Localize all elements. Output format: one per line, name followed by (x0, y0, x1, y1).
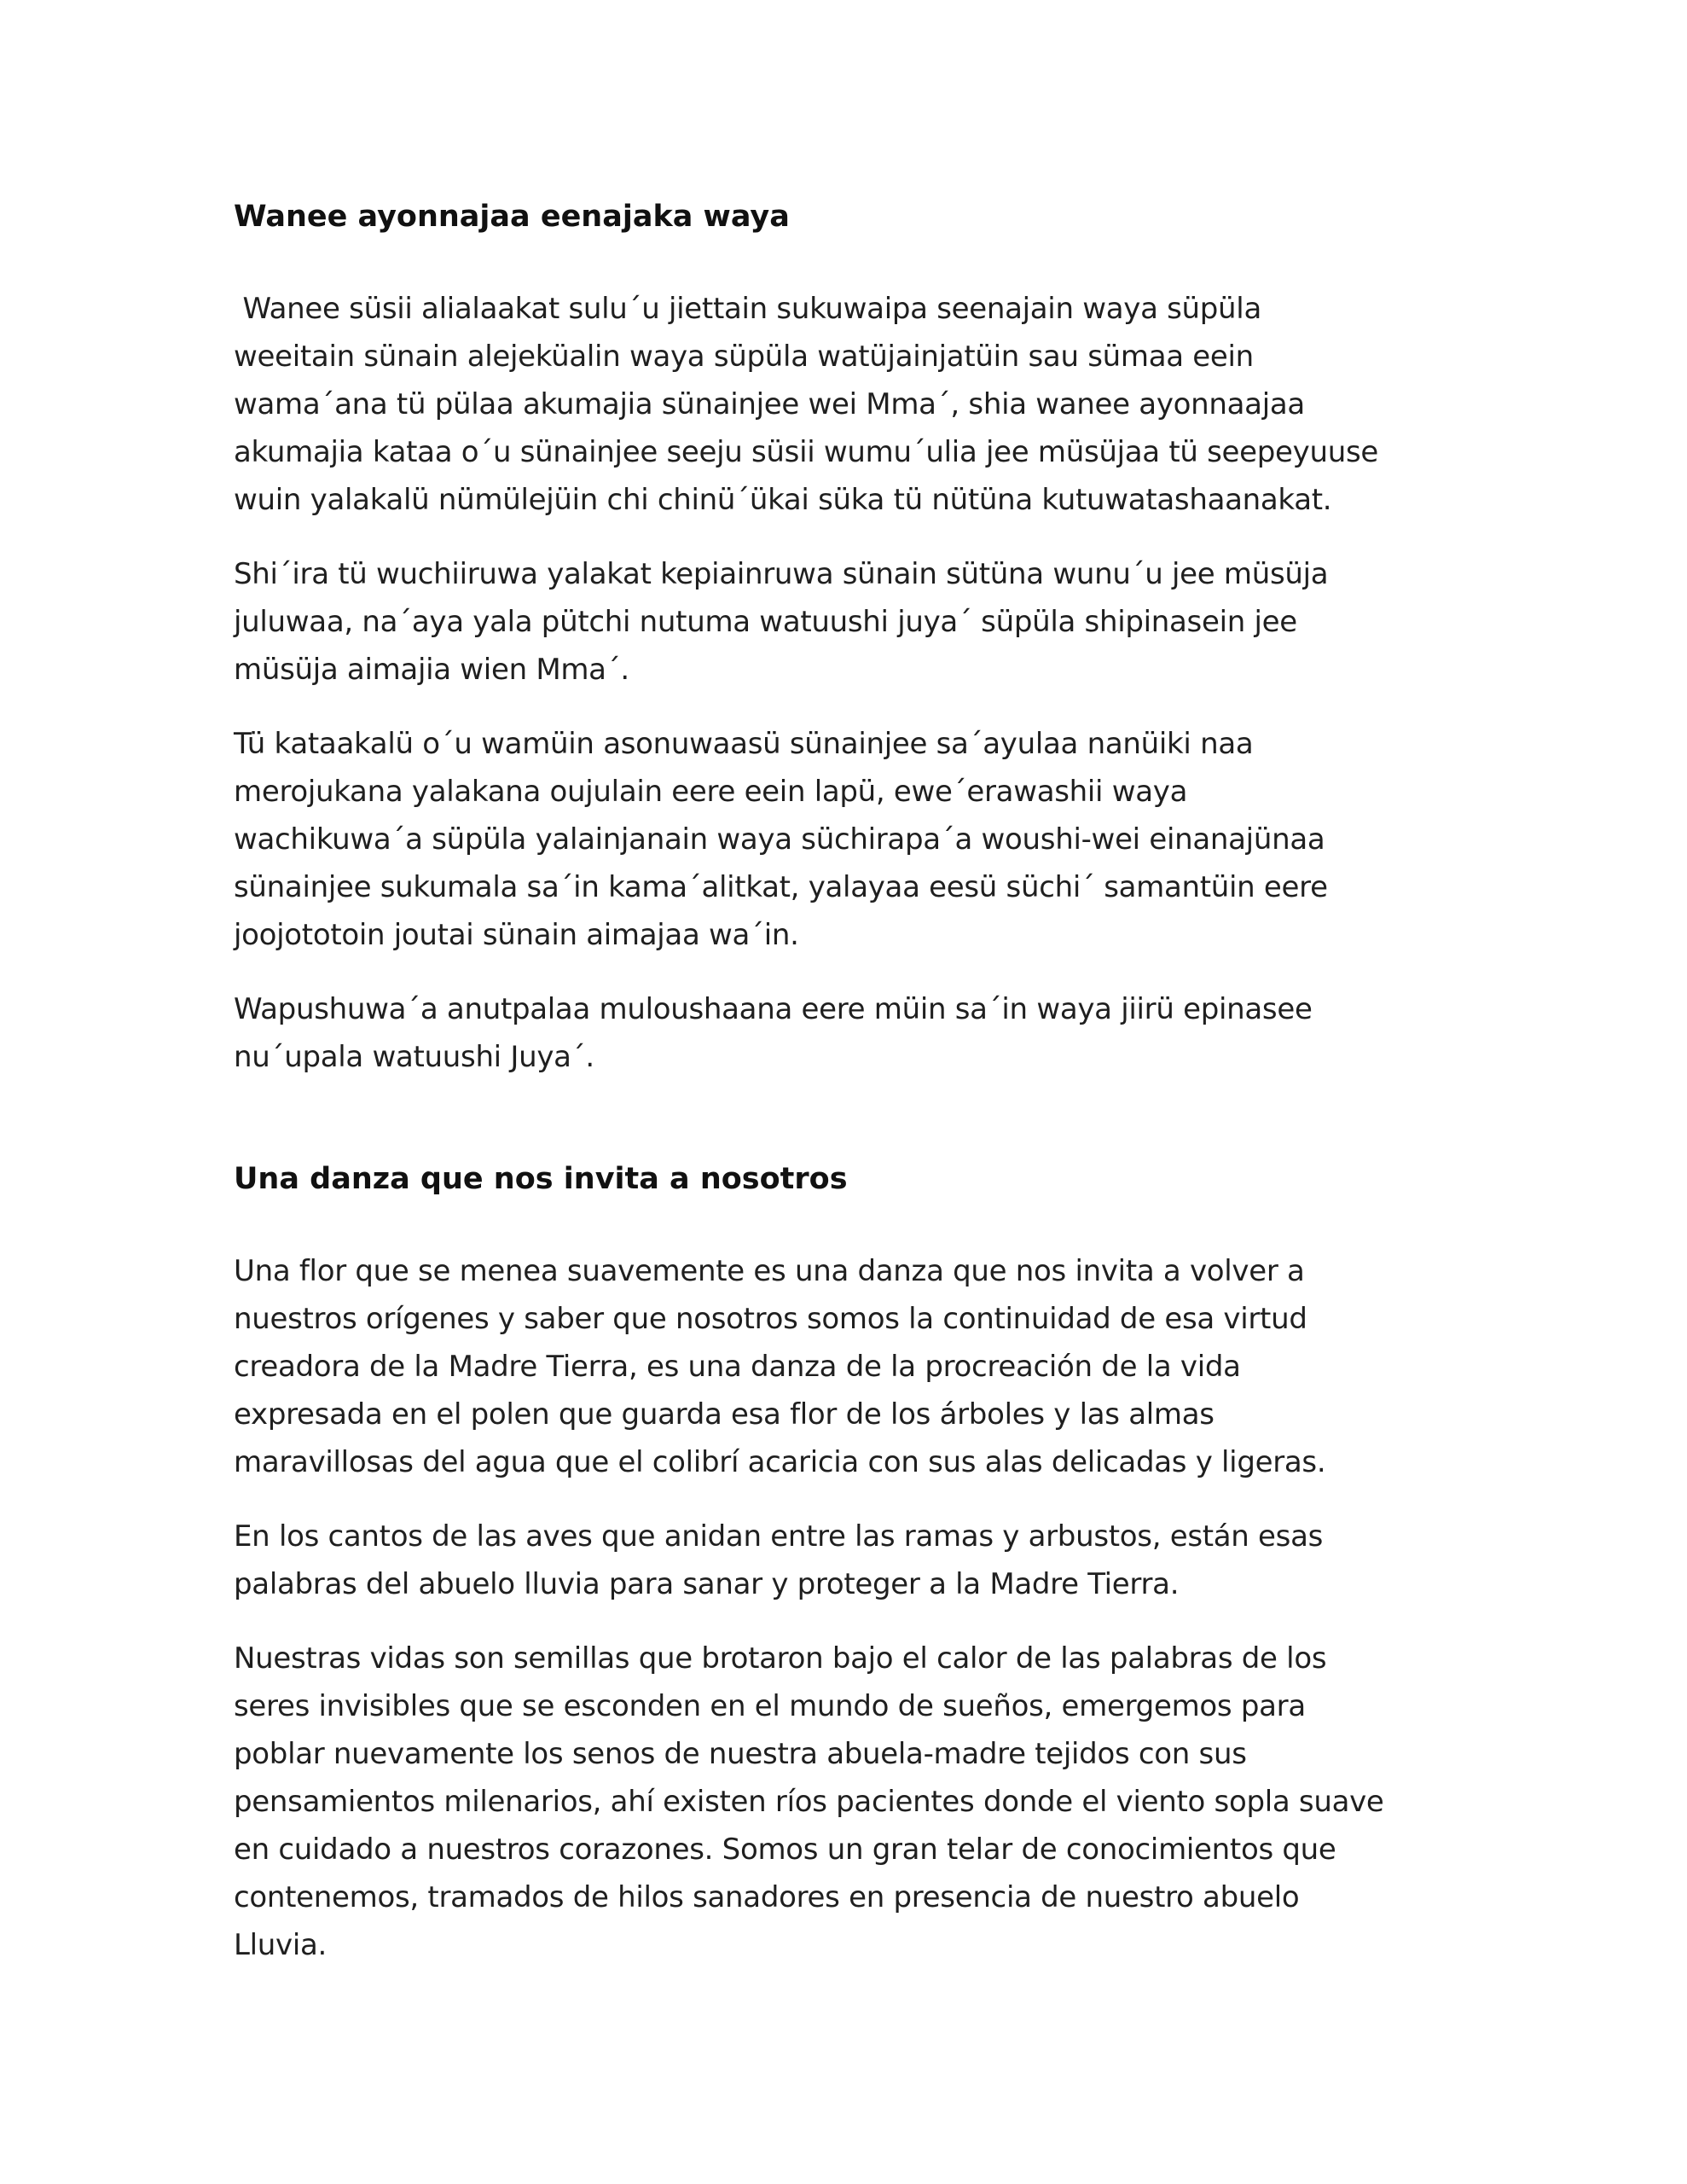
text-line: Wanee süsii alialaakat sulu´u jiettain sukuwaipa seenajain waya süpüla (234, 292, 1261, 326)
text-line: akumajia kataa o´u sünainjee seeju süsii wumu´ulia jee müsüjaa tü seepeyuuse (234, 435, 1379, 469)
text-line: nu´upala watuushi Juya´. (234, 1040, 594, 1074)
paragraph (234, 1513, 1462, 1608)
paragraph (234, 285, 1462, 524)
text-line: juluwaa, na´aya yala pütchi nutuma watuushi juya´ süpüla shipinasein jee (234, 605, 1297, 639)
paragraph (234, 550, 1462, 694)
text-line: seres invisibles que se esconden en el mundo de sueños, emergemos para (234, 1689, 1306, 1723)
text-line: poblar nuevamente los senos de nuestra abuela-madre tejidos con sus (234, 1737, 1247, 1771)
text-line: müsüja aimajia wien Mma´. (234, 653, 629, 687)
paragraph (234, 720, 1462, 959)
text-line: wama´ana tü pülaa akumajia sünainjee wei Mma´, shia wanee ayonnaajaa (234, 387, 1305, 421)
text-line: nuestros orígenes y saber que nosotros somos la continuidad de esa virtud (234, 1302, 1307, 1336)
text-line: palabras del abuelo lluvia para sanar y proteger a la Madre Tierra. (234, 1567, 1180, 1601)
text-line: merojukana yalakana oujulain eere eein lapü, ewe´erawashii waya (234, 775, 1188, 809)
text-line: Wapushuwa´a anutpalaa muloushaana eere müin sa´in waya jiirü epinasee (234, 992, 1313, 1026)
text-line: Lluvia. (234, 1928, 328, 1962)
text-line: wachikuwa´a süpüla yalainjanain waya süchirapa´a woushi-wei einanajünaa (234, 822, 1325, 857)
text-line: Shi´ira tü wuchiiruwa yalakat kepiainruwa sünain sütüna wunu´u jee müsüja (234, 557, 1329, 591)
text-line: Nuestras vidas son semillas que brotaron bajo el calor de las palabras de los (234, 1641, 1327, 1676)
text-line: expresada en el polen que guarda esa flor de los árboles y las almas (234, 1397, 1215, 1432)
text-line: en cuidado a nuestros corazones. Somos un gran telar de conocimientos que (234, 1833, 1336, 1867)
text-line: weeitain sünain alejeküalin waya süpüla watüjainjatüin sau sümaa eein (234, 340, 1254, 374)
section-wayuunaiki (234, 193, 1462, 1081)
section-heading: Wanee ayonnajaa eenajaka waya (234, 200, 790, 234)
text-line: Tü kataakalü o´u wamüin asonuwaasü sünainjee sa´ayulaa nanüiki naa (234, 727, 1254, 761)
text-line: En los cantos de las aves que anidan entre las ramas y arbustos, están esas (234, 1519, 1324, 1554)
text-line: pensamientos milenarios, ahí existen ríos pacientes donde el viento sopla suave (234, 1785, 1384, 1819)
text-line: creadora de la Madre Tierra, es una danza de la procreación de la vida (234, 1350, 1241, 1384)
text-line: Una flor que se menea suavemente es una danza que nos invita a volver a (234, 1254, 1305, 1288)
text-line: sünainjee sukumala sa´in kama´alitkat, yalayaa eesü süchi´ samantüin eere (234, 870, 1328, 904)
paragraph (234, 1247, 1462, 1486)
text-line: joojototoin joutai sünain aimajaa wa´in. (234, 918, 799, 952)
text-line: contenemos, tramados de hilos sanadores en presencia de nuestro abuelo (234, 1880, 1300, 1914)
section-heading: Una danza que nos invita a nosotros (234, 1162, 848, 1196)
text-line: maravillosas del agua que el colibrí acaricia con sus alas delicadas y ligeras. (234, 1445, 1326, 1479)
paragraph (234, 1635, 1462, 1969)
paragraph (234, 985, 1462, 1081)
text-line: wuin yalakalü nümülejüin chi chinü´ükai süka tü nütüna kutuwatashaanakat. (234, 483, 1332, 517)
document-page (234, 193, 1462, 1969)
section-spanish (234, 1155, 1462, 1969)
